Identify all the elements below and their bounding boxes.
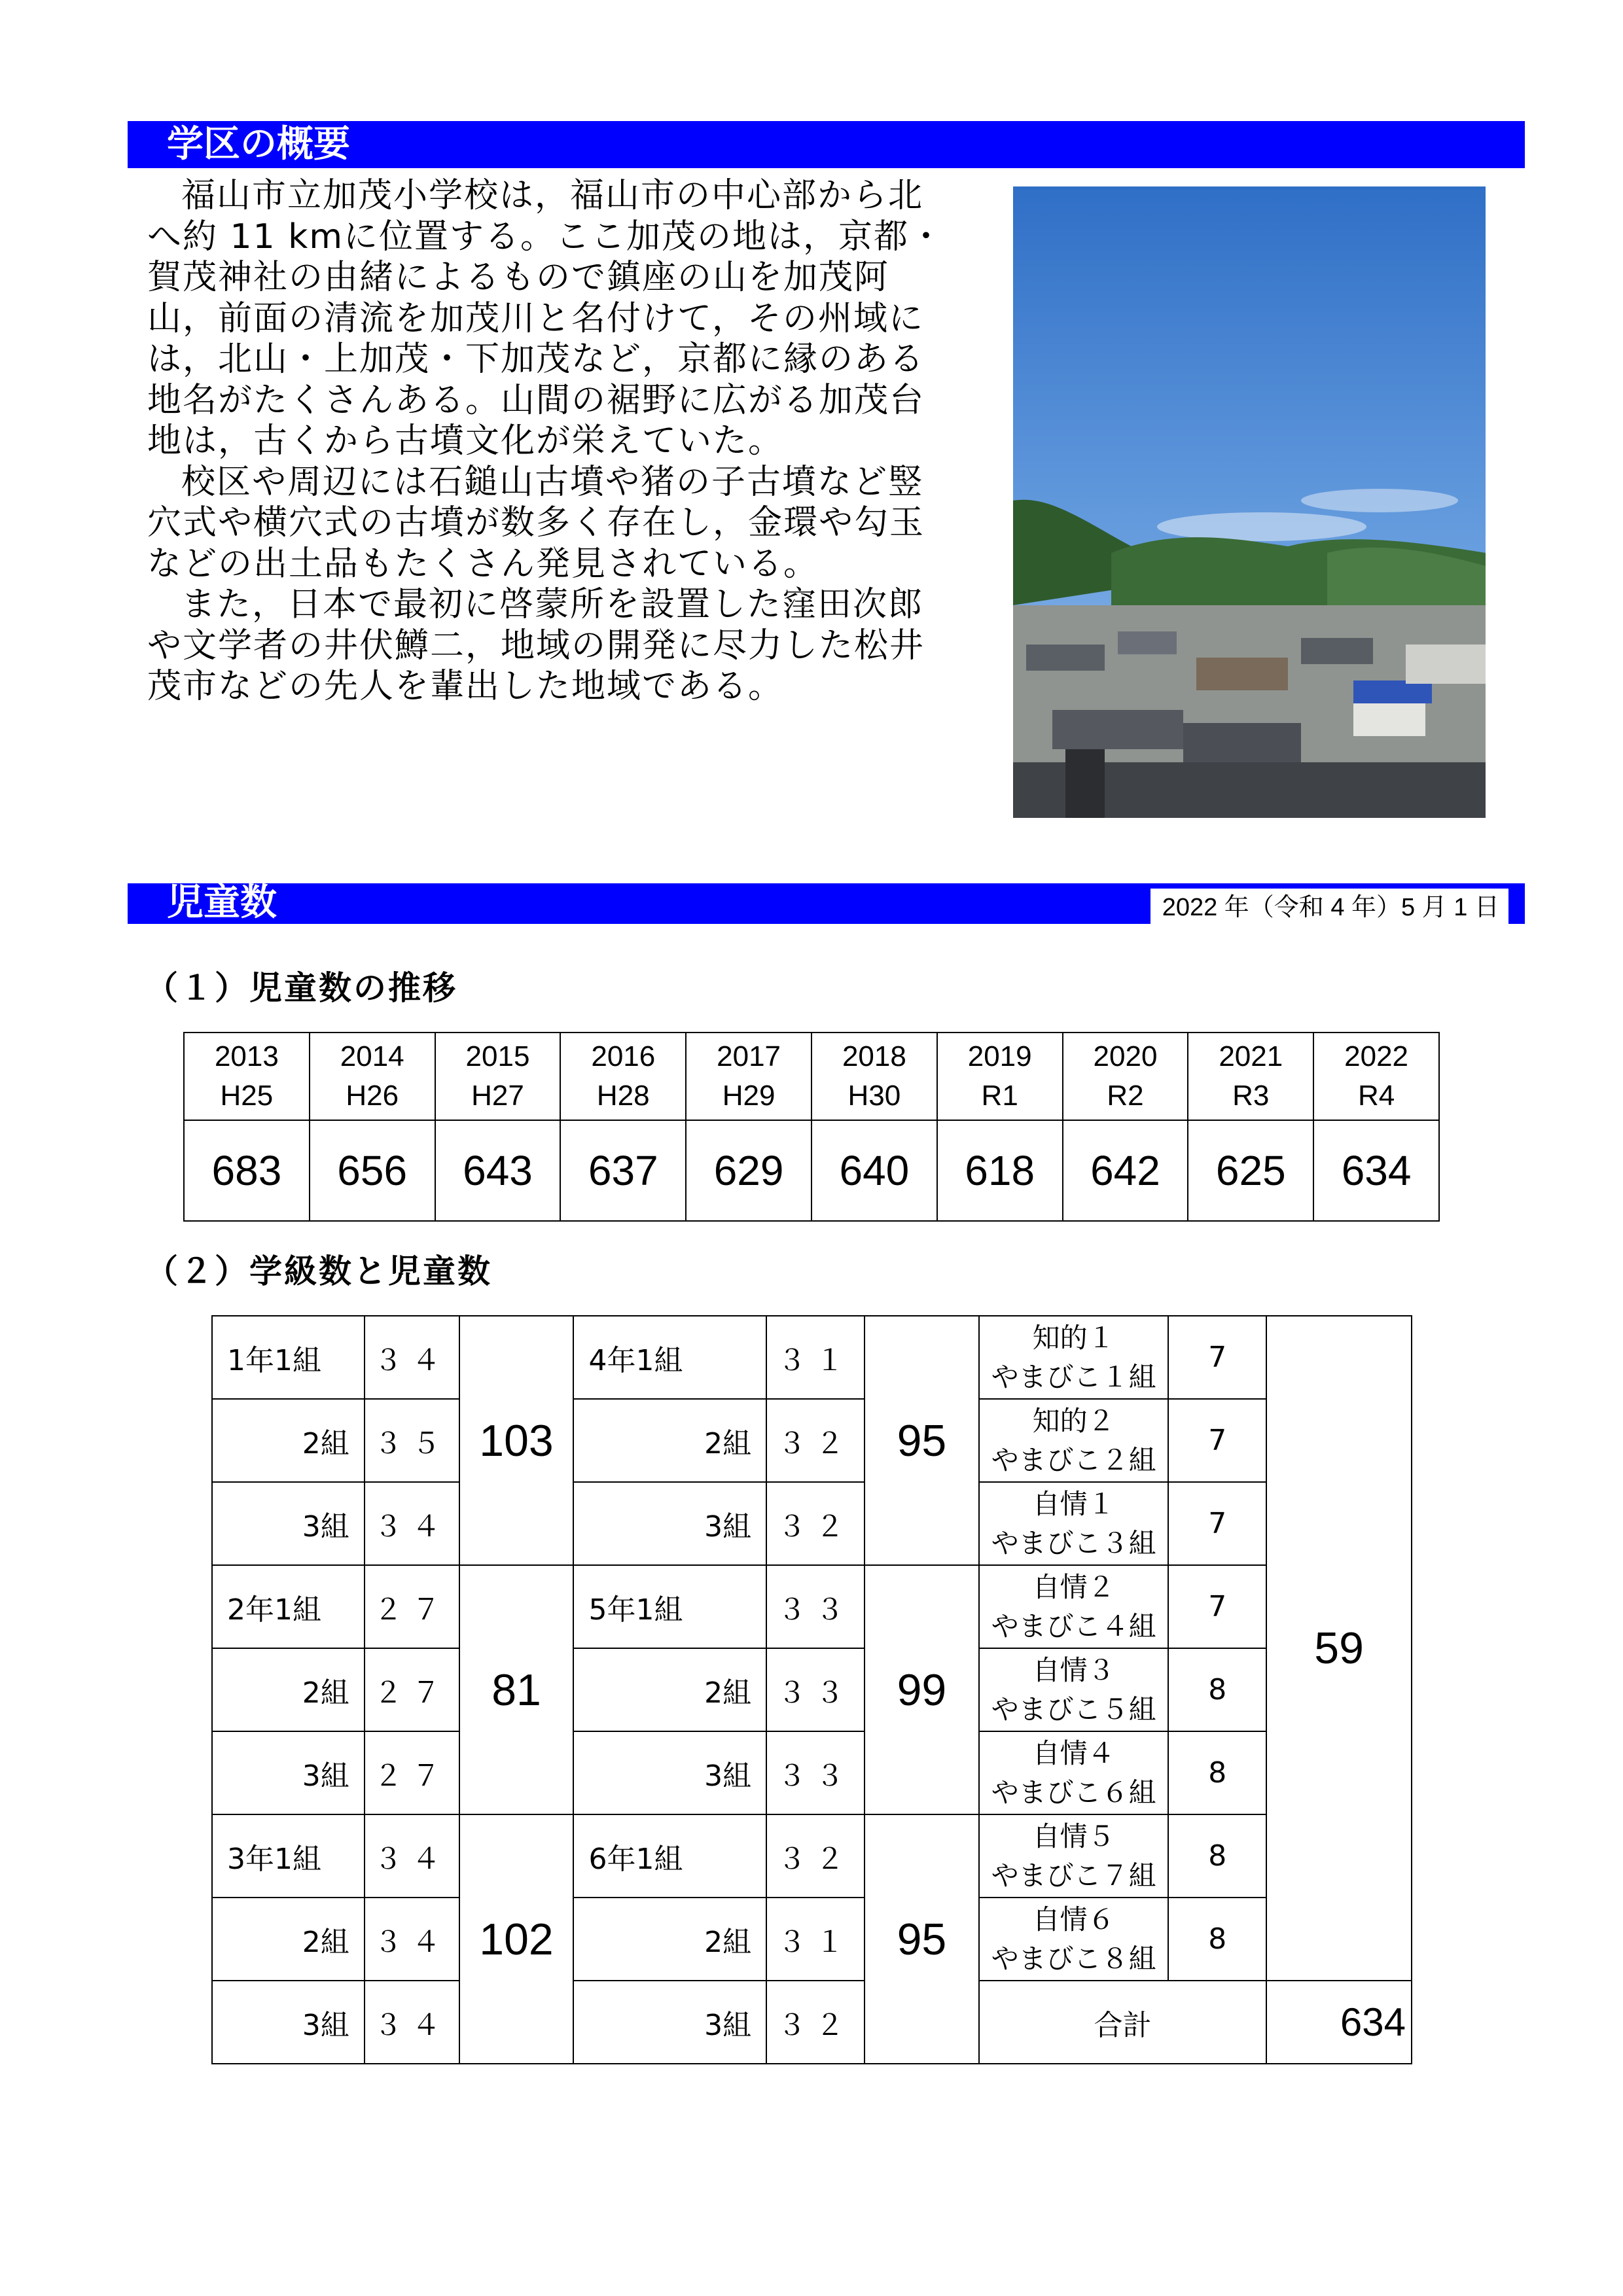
trend-era: H30 bbox=[847, 1080, 901, 1112]
trend-era: H26 bbox=[346, 1080, 399, 1112]
grade-5-total: 99 bbox=[865, 1565, 979, 1814]
class-row bbox=[212, 1731, 1412, 1814]
trend-year-cell bbox=[812, 1033, 937, 1120]
special-class-label bbox=[979, 1565, 1169, 1648]
class-row bbox=[212, 1482, 1412, 1565]
trend-count: 683 bbox=[184, 1120, 310, 1221]
special-class-name: やまびこ１組 bbox=[991, 1360, 1156, 1393]
class-count: ３１ bbox=[766, 1316, 865, 1399]
class-label: 4年1組 bbox=[573, 1316, 766, 1399]
class-label: 3組 bbox=[212, 1731, 365, 1814]
class-label: 3組 bbox=[573, 1981, 766, 2064]
special-class-name: やまびこ８組 bbox=[991, 1942, 1156, 1975]
class-row bbox=[212, 1898, 1412, 1981]
class-label: 3年1組 bbox=[212, 1814, 365, 1898]
class-count: ３２ bbox=[766, 1981, 865, 2064]
special-class-count: 8 bbox=[1168, 1898, 1266, 1981]
survey-date: 2022 年（令和 4 年）5 月 1 日 bbox=[1150, 889, 1508, 924]
trend-era: R1 bbox=[981, 1080, 1018, 1112]
trend-count: 634 bbox=[1313, 1120, 1439, 1221]
trend-year: 2019 bbox=[967, 1040, 1032, 1072]
special-class-label bbox=[979, 1731, 1169, 1814]
special-class-name: やまびこ４組 bbox=[991, 1610, 1156, 1642]
class-row bbox=[212, 1981, 1412, 2064]
special-class-type: 自情２ bbox=[1032, 1570, 1115, 1603]
trend-table bbox=[183, 1032, 1440, 1222]
class-count: ３３ bbox=[766, 1731, 865, 1814]
class-label: 3組 bbox=[212, 1981, 365, 2064]
class-count: ３４ bbox=[365, 1898, 459, 1981]
special-class-name: やまびこ２組 bbox=[991, 1443, 1156, 1476]
trend-count: 637 bbox=[560, 1120, 686, 1221]
trend-era: R2 bbox=[1107, 1080, 1144, 1112]
trend-year: 2018 bbox=[842, 1040, 906, 1072]
special-class-type: 知的１ bbox=[1032, 1321, 1115, 1354]
overview-text bbox=[147, 175, 952, 707]
grade-2-total: 81 bbox=[459, 1565, 574, 1814]
class-label: 3組 bbox=[212, 1482, 365, 1565]
class-label: 2年1組 bbox=[212, 1565, 365, 1648]
overview-paragraph-1: 福山市立加茂小学校は，福山市の中心部から北へ約 11 kmに位置する。ここ加茂の地は，京都・賀茂神社の由緒によるもので鎮座の山を加茂阿山，前面の清流を加茂川と名付けて，その州域には，北山・上加茂・下加茂など，京都に縁のある地名がたくさんある。山間の裾野に広がる加茂台地は，古くから古墳文化が栄えていた。 bbox=[147, 176, 944, 461]
class-count: ３２ bbox=[766, 1482, 865, 1565]
trend-count: 640 bbox=[812, 1120, 937, 1221]
landscape-photo-illustration bbox=[1013, 186, 1486, 818]
special-class-count: 8 bbox=[1168, 1648, 1266, 1731]
trend-year-cell bbox=[1063, 1033, 1188, 1120]
class-row bbox=[212, 1648, 1412, 1731]
class-label: 2組 bbox=[212, 1399, 365, 1482]
special-class-count: 7 bbox=[1168, 1565, 1266, 1648]
special-class-type: 自情３ bbox=[1032, 1653, 1115, 1686]
landscape-photo bbox=[1013, 186, 1486, 818]
special-class-type: 自情１ bbox=[1032, 1487, 1115, 1520]
class-count: ３４ bbox=[365, 1814, 459, 1898]
special-class-type: 自情６ bbox=[1032, 1903, 1115, 1935]
trend-count: 625 bbox=[1188, 1120, 1313, 1221]
special-class-label bbox=[979, 1399, 1169, 1482]
class-label: 2組 bbox=[212, 1898, 365, 1981]
overview-paragraph-2: 校区や周辺には石鎚山古墳や猪の子古墳など竪穴式や横穴式の古墳が数多く存在し，金環や勾玉などの出土品もたくさん発見されている。 bbox=[147, 462, 925, 584]
students-header-bar bbox=[128, 883, 1525, 924]
class-count: ３２ bbox=[766, 1399, 865, 1482]
overview-header-bar bbox=[128, 121, 1525, 168]
class-row bbox=[212, 1399, 1412, 1482]
special-class-count: 7 bbox=[1168, 1316, 1266, 1399]
trend-count-row bbox=[184, 1120, 1439, 1221]
class-count: ３２ bbox=[766, 1814, 865, 1898]
trend-year: 2022 bbox=[1344, 1040, 1409, 1072]
trend-era: R3 bbox=[1232, 1080, 1270, 1112]
class-label: 2組 bbox=[212, 1648, 365, 1731]
grade-6-total: 95 bbox=[865, 1814, 979, 2064]
overview-paragraph-3: また，日本で最初に啓蒙所を設置した窪田次郎や文学者の井伏鱒二，地域の開発に尽力した松井茂市などの先人を輩出した地域である。 bbox=[147, 585, 925, 706]
trend-year: 2016 bbox=[591, 1040, 656, 1072]
special-class-label bbox=[979, 1648, 1169, 1731]
trend-year-cell bbox=[1188, 1033, 1313, 1120]
class-count: ２７ bbox=[365, 1648, 459, 1731]
trend-year: 2020 bbox=[1093, 1040, 1158, 1072]
class-label: 3組 bbox=[573, 1482, 766, 1565]
class-count: ３５ bbox=[365, 1399, 459, 1482]
special-class-type: 自情５ bbox=[1032, 1820, 1115, 1852]
trend-year-row bbox=[184, 1033, 1439, 1120]
special-class-count: 7 bbox=[1168, 1399, 1266, 1482]
trend-year-cell bbox=[435, 1033, 561, 1120]
trend-era: H27 bbox=[471, 1080, 524, 1112]
special-class-label bbox=[979, 1482, 1169, 1565]
trend-count: 656 bbox=[310, 1120, 435, 1221]
class-table bbox=[211, 1315, 1412, 2064]
special-class-count: 8 bbox=[1168, 1731, 1266, 1814]
special-class-label bbox=[979, 1814, 1169, 1898]
class-count: ２７ bbox=[365, 1565, 459, 1648]
special-class-count: 8 bbox=[1168, 1814, 1266, 1898]
class-count: ２７ bbox=[365, 1731, 459, 1814]
trend-count: 643 bbox=[435, 1120, 561, 1221]
grade-4-total: 95 bbox=[865, 1316, 979, 1565]
trend-era: H28 bbox=[596, 1080, 650, 1112]
trend-era: R4 bbox=[1357, 1080, 1395, 1112]
trend-year: 2017 bbox=[717, 1040, 781, 1072]
special-class-label bbox=[979, 1316, 1169, 1399]
class-label: 5年1組 bbox=[573, 1565, 766, 1648]
students-title: 児童数 bbox=[167, 881, 277, 924]
class-count: ３４ bbox=[365, 1316, 459, 1399]
trend-year: 2015 bbox=[465, 1040, 530, 1072]
trend-count: 629 bbox=[686, 1120, 812, 1221]
trend-era: H29 bbox=[722, 1080, 776, 1112]
class-label: 2組 bbox=[573, 1648, 766, 1731]
special-class-count: 7 bbox=[1168, 1482, 1266, 1565]
trend-heading: （１）児童数の推移 bbox=[145, 969, 457, 1007]
special-class-name: やまびこ７組 bbox=[991, 1859, 1156, 1892]
special-class-type: 知的２ bbox=[1032, 1404, 1115, 1437]
class-label: 1年1組 bbox=[212, 1316, 365, 1399]
class-count: ３３ bbox=[766, 1648, 865, 1731]
class-row bbox=[212, 1565, 1412, 1648]
class-row bbox=[212, 1814, 1412, 1898]
special-class-name: やまびこ６組 bbox=[991, 1776, 1156, 1809]
trend-year: 2021 bbox=[1219, 1040, 1283, 1072]
class-count: ３３ bbox=[766, 1565, 865, 1648]
total-count: 634 bbox=[1266, 1981, 1412, 2064]
trend-year-cell bbox=[560, 1033, 686, 1120]
grade-1-total: 103 bbox=[459, 1316, 574, 1565]
trend-count: 642 bbox=[1063, 1120, 1188, 1221]
class-count: ３４ bbox=[365, 1482, 459, 1565]
trend-count: 618 bbox=[937, 1120, 1063, 1221]
special-total: 59 bbox=[1266, 1316, 1412, 1981]
class-label: 6年1組 bbox=[573, 1814, 766, 1898]
special-class-name: やまびこ５組 bbox=[991, 1693, 1156, 1725]
special-class-label bbox=[979, 1898, 1169, 1981]
special-class-name: やまびこ３組 bbox=[991, 1527, 1156, 1559]
class-label: 2組 bbox=[573, 1399, 766, 1482]
grade-3-total: 102 bbox=[459, 1814, 574, 2064]
class-count: ３４ bbox=[365, 1981, 459, 2064]
trend-year: 2014 bbox=[340, 1040, 404, 1072]
class-label: 3組 bbox=[573, 1731, 766, 1814]
trend-year: 2013 bbox=[214, 1040, 279, 1072]
trend-year-cell bbox=[310, 1033, 435, 1120]
class-heading: （２）学級数と児童数 bbox=[145, 1252, 492, 1290]
total-label: 合計 bbox=[979, 1981, 1266, 2064]
trend-year-cell bbox=[686, 1033, 812, 1120]
trend-year-cell bbox=[184, 1033, 310, 1120]
class-label: 2組 bbox=[573, 1898, 766, 1981]
class-count: ３１ bbox=[766, 1898, 865, 1981]
trend-year-cell bbox=[1313, 1033, 1439, 1120]
overview-title: 学区の概要 bbox=[167, 123, 350, 166]
trend-era: H25 bbox=[220, 1080, 274, 1112]
trend-year-cell bbox=[937, 1033, 1063, 1120]
class-row bbox=[212, 1316, 1412, 1399]
special-class-type: 自情４ bbox=[1032, 1737, 1115, 1769]
